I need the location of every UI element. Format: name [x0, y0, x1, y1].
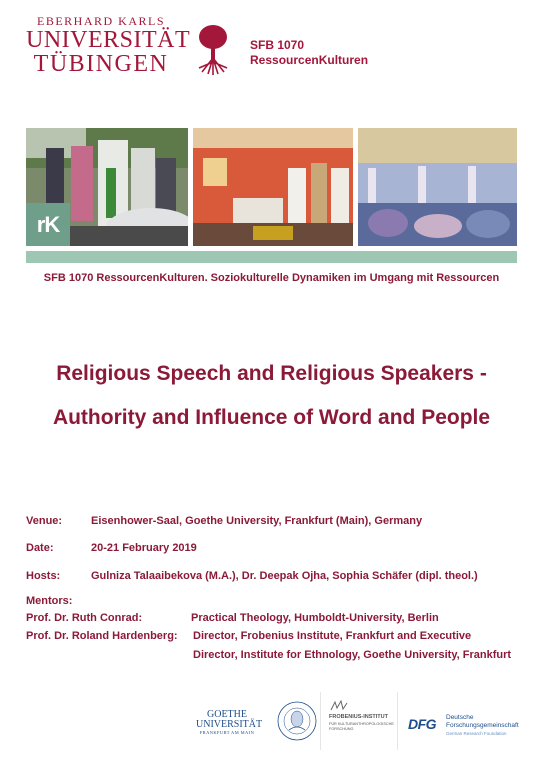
frobenius-mark-icon: [329, 700, 349, 712]
mentor-name: Prof. Dr. Roland Hardenberg:: [26, 630, 178, 642]
event-title-line2: Authority and Influence of Word and People: [52, 406, 491, 429]
dfg-abbr: DFG: [408, 716, 437, 732]
sfb-title: [250, 38, 368, 68]
photo-temple-ritual: [193, 128, 353, 246]
rk-badge: rK: [26, 203, 70, 246]
sfb-title-line1: SFB 1070: [250, 38, 305, 52]
subtitle: SFB 1070 RessourcenKulturen. Soziokulturelle Dynamiken im Umgang mit Ressourcen: [43, 272, 500, 284]
sfb-title-line2: RessourcenKulturen: [250, 53, 369, 67]
goethe-university-logo: [196, 706, 263, 746]
university-logo-line3: TÜBINGEN: [33, 51, 169, 77]
hosts-label: Hosts:: [26, 570, 61, 582]
humboldt-university-seal-icon: [276, 700, 318, 742]
venue-value: Eisenhower-Saal, Goethe University, Frankfurt (Main), Germany: [91, 515, 423, 527]
goethe-logo-line1: GOETHE: [207, 709, 247, 720]
hosts-value: Gulniza Talaaibekova (M.A.), Dr. Deepak Ojha, Sophia Schäfer (dipl. theol.): [91, 570, 478, 582]
date-label: Date:: [26, 542, 54, 554]
dfg-name-line1: Deutsche: [446, 714, 474, 721]
frobenius-logo-line1: FROBENIUS-INSTITUT: [329, 714, 388, 720]
date-value: 20-21 February 2019: [91, 542, 197, 554]
dfg-english-name: German Research Foundation: [446, 731, 507, 736]
frobenius-institute-logo: [320, 692, 398, 750]
mentor-role-continued: Director, Institute for Ethnology, Goethe University, Frankfurt: [193, 649, 512, 661]
event-title: [10, 352, 533, 440]
event-title-line1: Religious Speech and Religious Speakers -: [56, 362, 487, 385]
green-divider: [26, 251, 517, 263]
frobenius-logo-line2: FÜR KULTURANTHROPOLOGISCHE FORSCHUNG: [329, 722, 394, 731]
photo-prayer-hall: [358, 128, 517, 246]
goethe-logo-line2: UNIVERSITÄT: [196, 719, 263, 730]
goethe-logo-line3: FRANKFURT AM MAIN: [199, 730, 255, 735]
dfg-name-line2: Forschungsgemeinschaft: [446, 721, 519, 729]
mentor-role: Practical Theology, Humboldt-University, Berlin: [191, 612, 439, 624]
dfg-name: [446, 714, 526, 729]
university-logo-line2: UNIVERSITÄT: [26, 27, 191, 53]
mentors-heading: Mentors:: [26, 595, 73, 607]
mentor-name: Prof. Dr. Ruth Conrad:: [26, 612, 143, 624]
university-logo-line1: EBERHARD KARLS: [36, 14, 165, 28]
venue-label: Venue:: [26, 515, 63, 527]
mentor-role: Director, Frobenius Institute, Frankfurt and Executive: [193, 630, 472, 642]
tree-icon: [196, 24, 230, 76]
university-logo: [26, 14, 191, 77]
